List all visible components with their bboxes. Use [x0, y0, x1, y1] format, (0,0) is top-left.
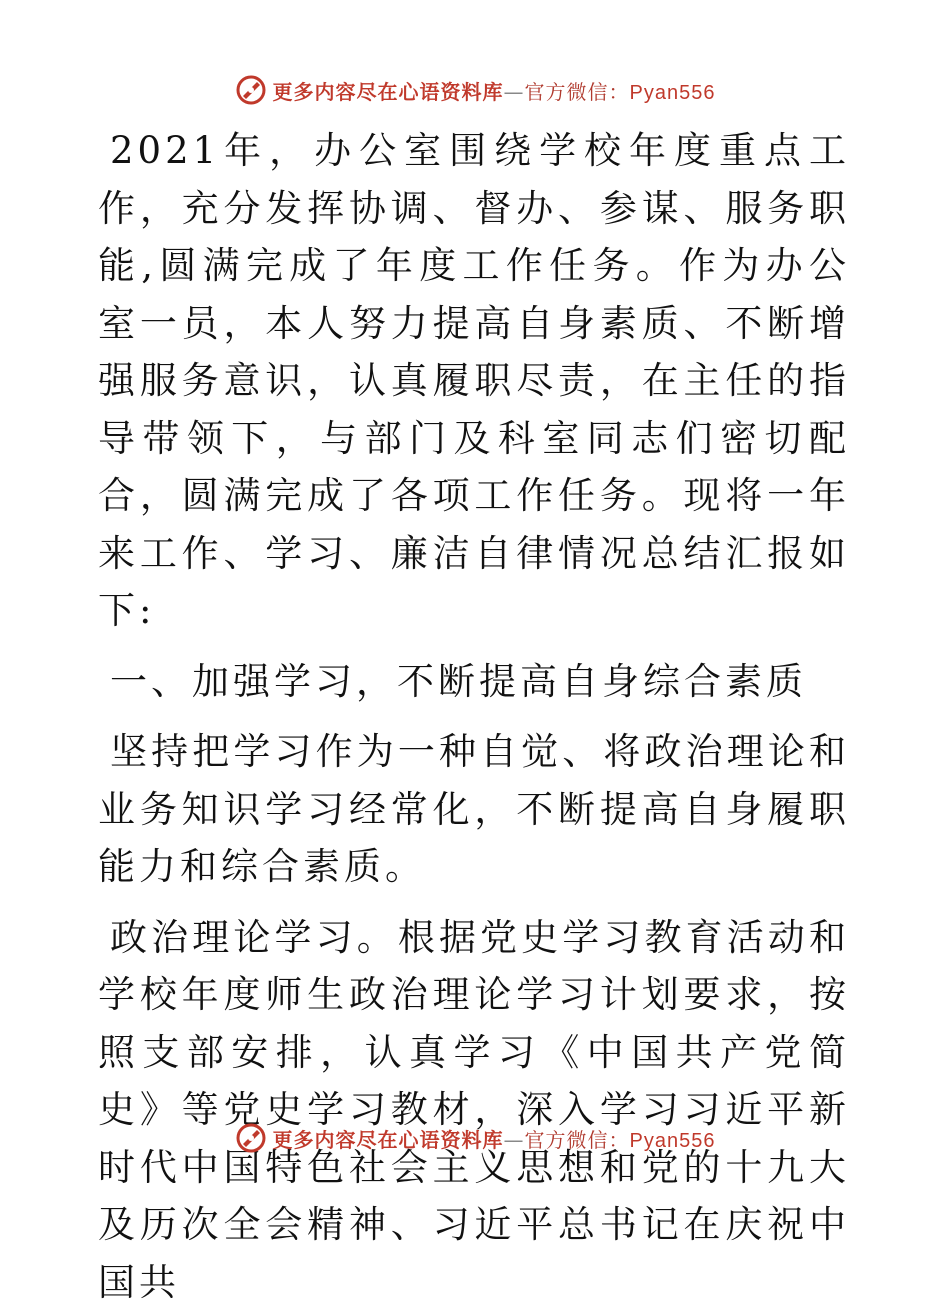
section-heading: 一、加强学习，不断提高自身综合素质	[98, 653, 850, 711]
header-watermark	[0, 70, 950, 110]
watermark-title: 更多内容尽在心语资料库	[273, 80, 504, 104]
paragraph-intro: 2021年，办公室围绕学校年度重点工作，充分发挥协调、督办、参谋、服务职能,圆满完成了年度工作任务。作为办公室一员，本人努力提高自身素质、不断增强服务意识，认真履职尽责，在主任的指导带领下，与部门及科室同志们密切配合，圆满完成了各项工作任务。现将一年来工作、学习、廉洁自律情况总结汇报如下:	[98, 122, 850, 640]
paragraph-study: 坚持把学习作为一种自觉、将政治理论和业务知识学习经常化，不断提高自身履职能力和综合素质。	[98, 723, 850, 896]
watermark-id: Pyan556	[630, 1130, 716, 1152]
brand-logo-icon	[235, 1122, 267, 1154]
paragraph-politics: 政治理论学习。根据党史学习教育活动和学校年度师生政治理论学习计划要求，按照支部安排，认真学习《中国共产党简史》等党史学习教材，深入学习习近平新时代中国特色社会主义思想和党的十九大及历次全会精神、习近平总书记在庆祝中国共	[98, 909, 850, 1311]
watermark-title: 更多内容尽在心语资料库	[273, 1128, 504, 1152]
watermark-id: Pyan556	[630, 82, 716, 104]
watermark-dash: —	[504, 80, 525, 104]
watermark-dash: —	[504, 1128, 525, 1152]
brand-logo-icon	[235, 74, 267, 106]
watermark-label: 官方微信：	[525, 80, 630, 104]
watermark-label: 官方微信：	[525, 1128, 630, 1152]
footer-watermark	[0, 1118, 950, 1158]
